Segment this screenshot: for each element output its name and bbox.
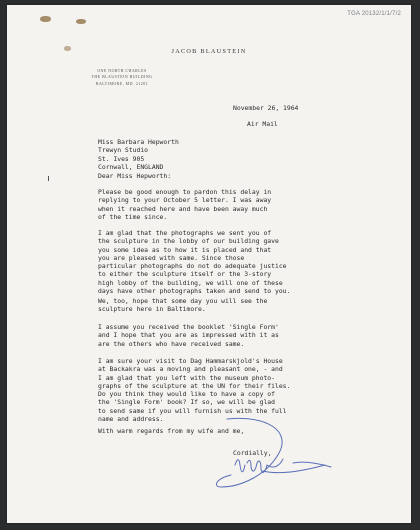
body-line: of the time since. <box>98 212 168 221</box>
rust-stain <box>40 16 51 22</box>
addressee-line: St. Ives 905 <box>98 154 145 163</box>
body-line: Please be good enough to pardon this delay in <box>98 188 272 196</box>
body-line: you some idea as to how it is placed and that <box>98 245 272 254</box>
body-line: and I hope that you are as impressed with it as <box>98 331 279 340</box>
body-line: the sculpture in the lobby of our building gave <box>98 237 279 246</box>
closing-line: With warm regards from my wife and me, <box>98 427 245 435</box>
letterhead-name: JACOB BLAUSTEIN <box>171 48 247 55</box>
addressee-line: Miss Barbara Hepworth <box>98 138 179 146</box>
body-paragraph <box>98 229 290 295</box>
body-line: Do you think they would like to have a copy of <box>98 390 275 399</box>
body-line: I am glad that you left with the museum photo- <box>98 373 275 382</box>
body-line: I am sure your visit to Dag Hammarskjold's House <box>98 357 283 365</box>
body-line: to send same if you will furnish us with the full <box>98 406 287 415</box>
body-line: We, too, hope that some day you will see the <box>98 297 268 305</box>
body-line: days have other photographs taken and send to you. <box>98 287 291 296</box>
body-line: the 'Single Form' book? If so, we will be glad <box>98 398 275 407</box>
addressee-line: Trewyn Studio <box>98 146 149 155</box>
body-line: at Backakra was a moving and pleasant one, - and <box>98 365 283 374</box>
salutation: Dear Miss Hepworth: <box>98 172 172 180</box>
body-line: replying to your October 5 letter. I was away <box>98 196 272 205</box>
body-line: you are pleased with same. Since those <box>98 253 245 262</box>
body-line: I assume you received the booklet 'Single Form' <box>98 323 279 331</box>
margin-tick <box>48 176 49 181</box>
handwritten-signature <box>207 413 347 493</box>
addressee-block <box>98 138 179 171</box>
delivery-method: Air Mail <box>247 120 278 128</box>
body-line: name and address. <box>98 415 164 424</box>
addressee-line: Cornwall, ENGLAND <box>98 162 164 171</box>
letter-date: November 26, 1964 <box>233 104 299 112</box>
body-line: graphs of the sculpture at the UN for their files. <box>98 381 291 390</box>
letterhead-address-line: THE BLAUSTEIN BUILDING <box>91 75 153 80</box>
body-line: are the others who have received same. <box>98 339 245 348</box>
rust-stain <box>76 19 86 24</box>
body-paragraph <box>98 323 279 348</box>
body-line: particular photographs do not do adequate justice <box>98 262 287 271</box>
archive-reference: TGA 20132/1/1/7/2 <box>347 11 401 17</box>
body-line: when it reached here and have been away much <box>98 204 268 213</box>
body-line: to either the sculpture itself or the 3-story <box>98 270 272 279</box>
letter-page <box>7 5 411 523</box>
body-paragraph <box>98 188 271 221</box>
body-line: sculpture here in Baltimore. <box>98 305 206 314</box>
body-line: high lobby of the building, we will one of these <box>98 278 283 287</box>
body-line: I am glad that the photographs we sent you of <box>98 229 272 237</box>
signoff: Cordially, <box>233 449 272 457</box>
letterhead-address <box>77 68 167 87</box>
body-paragraph <box>98 297 267 314</box>
letterhead-address-line: BALTIMORE, MD. 21201 <box>95 81 149 86</box>
letterhead-address-line: ONE NORTH CHARLES <box>97 69 147 73</box>
